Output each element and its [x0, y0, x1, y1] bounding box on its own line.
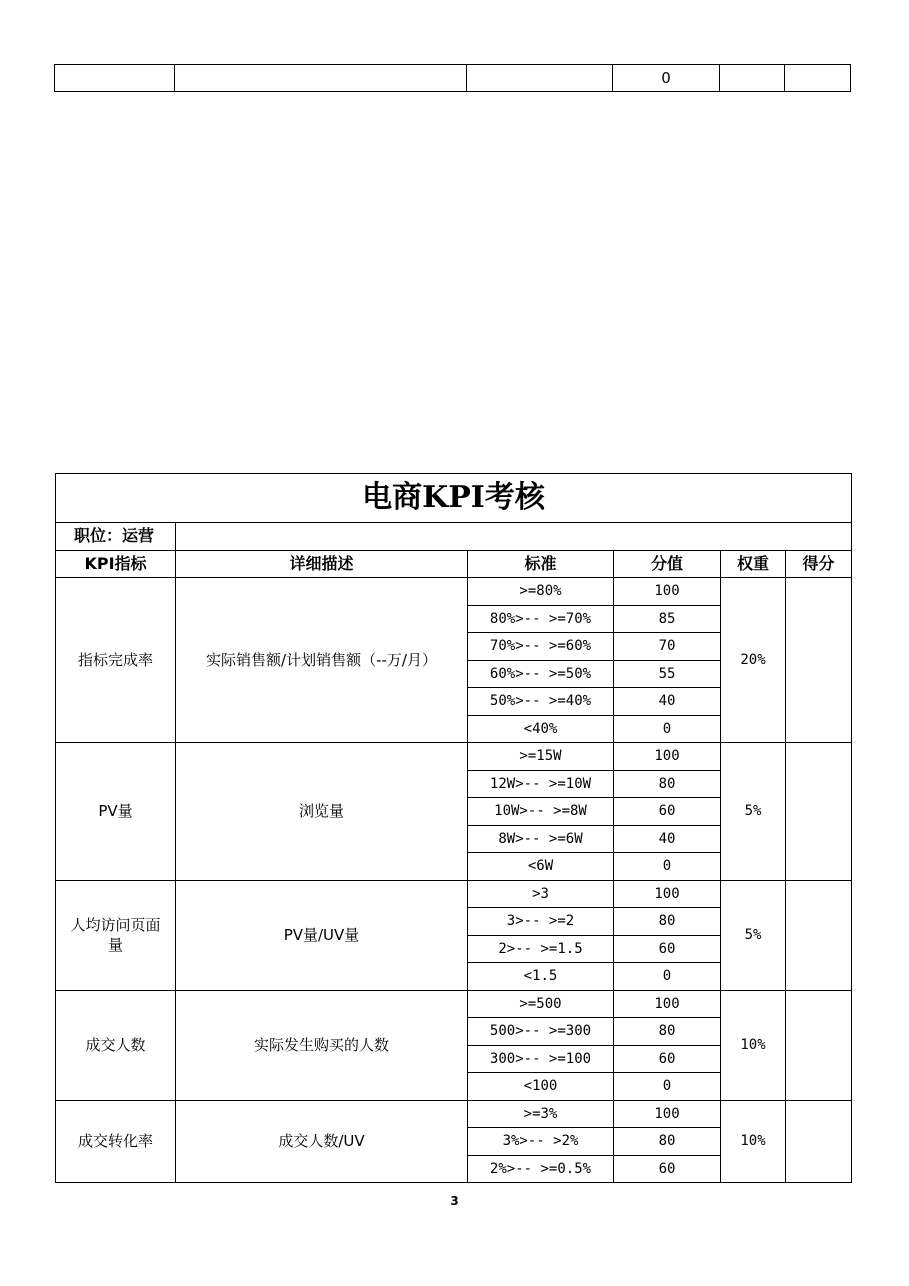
kpi-name-cell: 指标完成率: [56, 578, 176, 743]
empty-cell: [467, 65, 613, 92]
position-value-cell: [176, 523, 852, 551]
table-row: [56, 578, 852, 606]
kpi-name-cell: 成交转化率: [56, 1100, 176, 1183]
score-value-cell: 0: [614, 963, 721, 991]
kpi-description-cell: 浏览量: [176, 743, 468, 881]
score-value-cell: 80: [614, 908, 721, 936]
weight-cell: 5%: [721, 880, 786, 990]
standard-cell: <6W: [468, 853, 614, 881]
score-value-cell: 0: [614, 715, 721, 743]
score-value-cell: 70: [614, 633, 721, 661]
header-score: 分值: [614, 550, 721, 578]
kpi-name-cell: PV量: [56, 743, 176, 881]
standard-cell: >=15W: [468, 743, 614, 771]
score-value-cell: 0: [614, 853, 721, 881]
score-value-cell: 40: [614, 688, 721, 716]
weight-cell: 10%: [721, 1100, 786, 1183]
standard-cell: 2%>-- >=0.5%: [468, 1155, 614, 1183]
table-row: [55, 65, 851, 92]
header-description: 详细描述: [176, 550, 468, 578]
standard-cell: 50%>-- >=40%: [468, 688, 614, 716]
score-value-cell: 55: [614, 660, 721, 688]
score-value-cell: 60: [614, 798, 721, 826]
standard-cell: <100: [468, 1073, 614, 1101]
page-number: 3: [450, 1194, 459, 1208]
kpi-table-body: [56, 474, 852, 1183]
score-value-cell: 100: [614, 990, 721, 1018]
standard-cell: 500>-- >=300: [468, 1018, 614, 1046]
weight-cell: 20%: [721, 578, 786, 743]
score-value-cell: 100: [614, 743, 721, 771]
standard-cell: 80%>-- >=70%: [468, 605, 614, 633]
table-row: [56, 1100, 852, 1128]
empty-cell: [785, 65, 851, 92]
standard-cell: 10W>-- >=8W: [468, 798, 614, 826]
result-cell: [786, 1100, 852, 1183]
score-value-cell: 100: [614, 578, 721, 606]
table-row: [56, 880, 852, 908]
kpi-description-cell: PV量/UV量: [176, 880, 468, 990]
standard-cell: <1.5: [468, 963, 614, 991]
weight-cell: 10%: [721, 990, 786, 1100]
result-cell: [786, 880, 852, 990]
title-row: [56, 474, 852, 523]
standard-cell: >3: [468, 880, 614, 908]
table-row: [56, 743, 852, 771]
standard-cell: >=80%: [468, 578, 614, 606]
previous-table-fragment: [54, 64, 851, 92]
standard-cell: 300>-- >=100: [468, 1045, 614, 1073]
empty-cell: [720, 65, 785, 92]
kpi-description-cell: 成交人数/UV: [176, 1100, 468, 1183]
standard-cell: 2>-- >=1.5: [468, 935, 614, 963]
score-value-cell: 0: [614, 1073, 721, 1101]
standard-cell: 8W>-- >=6W: [468, 825, 614, 853]
header-standard: 标准: [468, 550, 614, 578]
kpi-table: [55, 473, 852, 1183]
standard-cell: 60%>-- >=50%: [468, 660, 614, 688]
empty-cell: [175, 65, 467, 92]
kpi-description-cell: 实际销售额/计划销售额（--万/月）: [176, 578, 468, 743]
score-value-cell: 60: [614, 1155, 721, 1183]
score-value-cell: 40: [614, 825, 721, 853]
kpi-description-cell: 实际发生购买的人数: [176, 990, 468, 1100]
header-row: [56, 550, 852, 578]
empty-cell: [55, 65, 175, 92]
weight-cell: 5%: [721, 743, 786, 881]
score-value-cell: 85: [614, 605, 721, 633]
standard-cell: 3%>-- >2%: [468, 1128, 614, 1156]
kpi-name-cell: 成交人数: [56, 990, 176, 1100]
standard-cell: 70%>-- >=60%: [468, 633, 614, 661]
result-cell: [786, 743, 852, 881]
score-value-cell: 80: [614, 770, 721, 798]
header-result: 得分: [786, 550, 852, 578]
position-label: 职位：运营: [56, 523, 176, 551]
position-row: [56, 523, 852, 551]
header-weight: 权重: [721, 550, 786, 578]
standard-cell: 3>-- >=2: [468, 908, 614, 936]
score-value-cell: 60: [614, 1045, 721, 1073]
standard-cell: 12W>-- >=10W: [468, 770, 614, 798]
score-value-cell: 80: [614, 1018, 721, 1046]
table-row: [56, 990, 852, 1018]
standard-cell: >=3%: [468, 1100, 614, 1128]
standard-cell: <40%: [468, 715, 614, 743]
result-cell: [786, 578, 852, 743]
standard-cell: >=500: [468, 990, 614, 1018]
score-value-cell: 80: [614, 1128, 721, 1156]
score-value-cell: 60: [614, 935, 721, 963]
score-value-cell: 100: [614, 1100, 721, 1128]
score-cell: 0: [613, 65, 720, 92]
table-title: 电商KPI考核: [56, 474, 852, 523]
score-value-cell: 100: [614, 880, 721, 908]
kpi-name-cell: 人均访问页面量: [56, 880, 176, 990]
result-cell: [786, 990, 852, 1100]
header-kpi: KPI指标: [56, 550, 176, 578]
